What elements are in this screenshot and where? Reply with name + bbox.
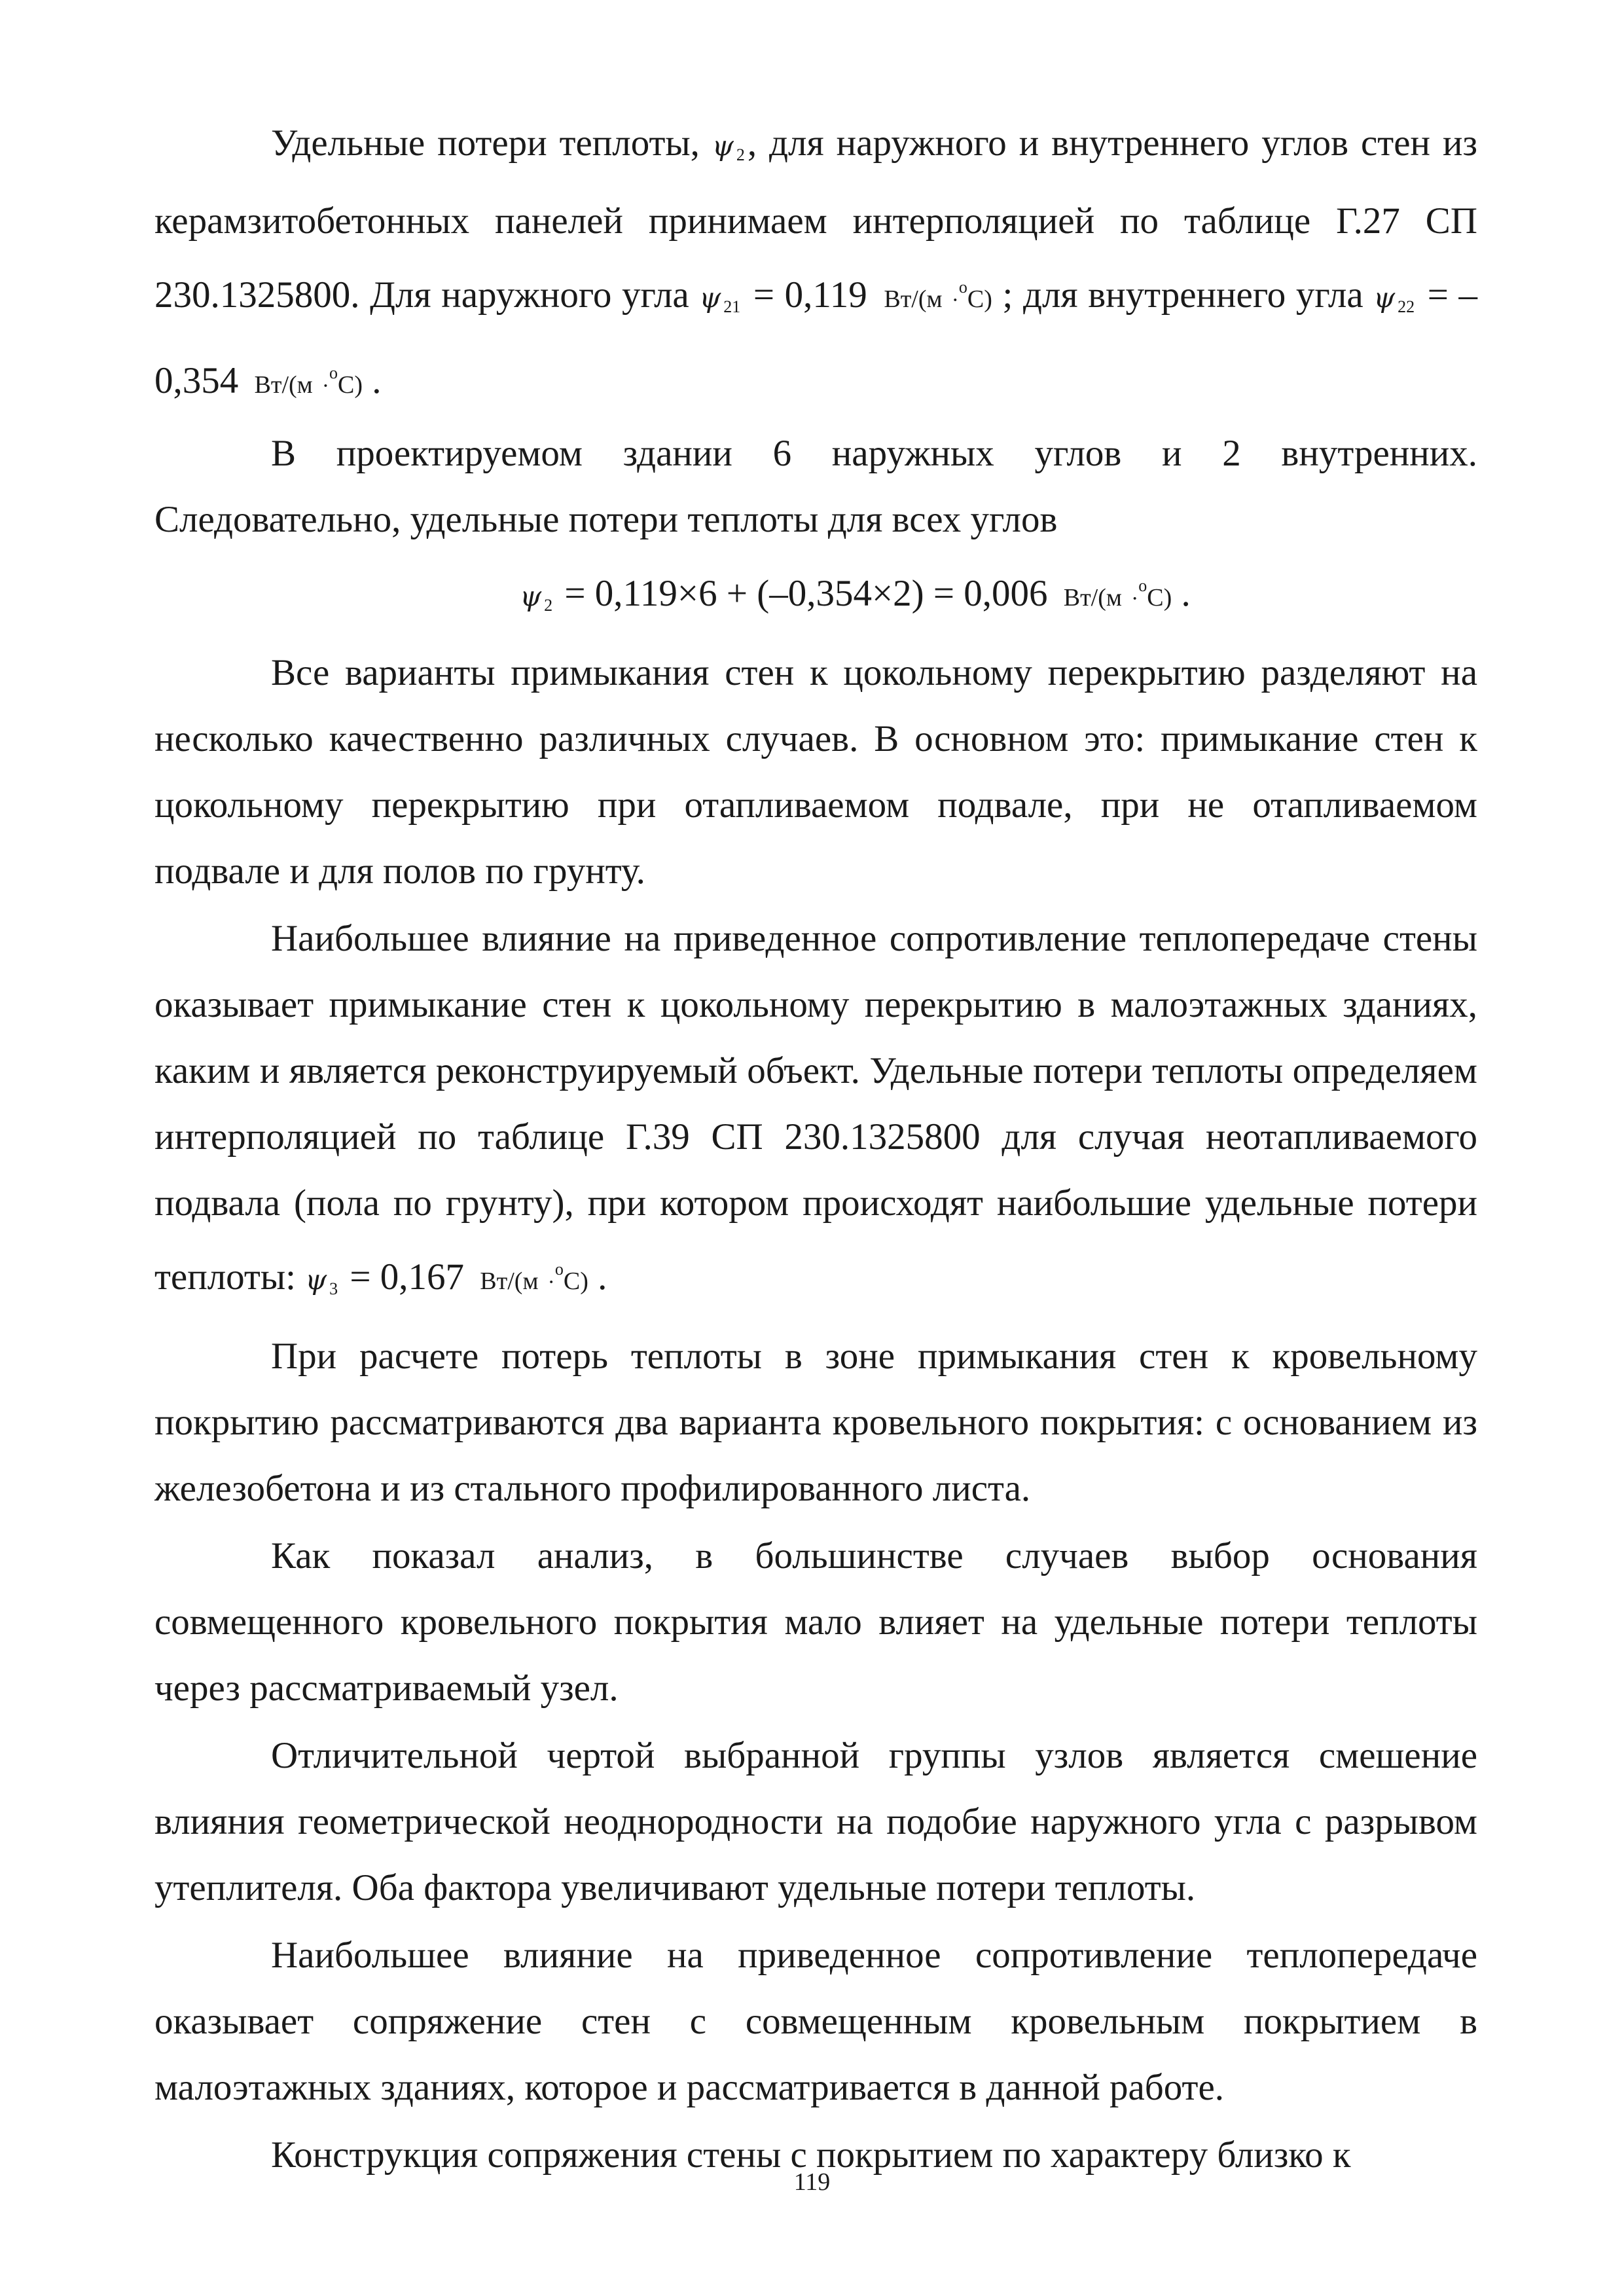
- formula-psi2: [154, 553, 1477, 638]
- formula-expression: = 0,119×6 + (–0,354×2) = 0,006: [555, 573, 1057, 614]
- paragraph-1: [154, 110, 1477, 419]
- paragraph-2: В проектируемом здании 6 наружных углов и 2 внутренних. Следовательно, удельные потери теплоты для всех углов: [154, 433, 1477, 540]
- unit-dot: ·: [321, 374, 330, 398]
- degree-sign: о: [329, 363, 338, 382]
- subscript: 3: [329, 1279, 338, 1298]
- degree-sign: о: [1138, 576, 1147, 595]
- paragraph-7: Отличительной чертой выбранной группы узлов является смешение влияния геометрической неоднородности на подобие наружного угла с разрывом утеплителя. Оба фактора увеличивают удельные потери теплоты.: [154, 1735, 1477, 1908]
- unit-text: С): [1147, 584, 1172, 611]
- unit-text: Вт/(м: [480, 1267, 539, 1295]
- equation-value: = 0,119: [743, 274, 878, 316]
- equation-value: = 0,167: [340, 1256, 474, 1298]
- body-text: [154, 110, 1477, 2188]
- unit: [1063, 576, 1172, 611]
- unit-text: Вт/(м: [884, 285, 943, 313]
- text-run: .: [1172, 573, 1191, 614]
- subscript: 2: [736, 145, 745, 164]
- text-run: Удельные потери теплоты,: [271, 122, 712, 164]
- paragraph-9: Конструкция сопряжения стены с покрытием по характеру близко к: [271, 2134, 1351, 2176]
- unit-text: Вт/(м: [254, 371, 313, 399]
- unit: [884, 278, 992, 313]
- unit-dot: ·: [1130, 587, 1139, 611]
- text-run: .: [588, 1256, 607, 1298]
- equation-value: = –0,354: [154, 274, 1478, 401]
- unit-text: С): [563, 1267, 588, 1295]
- unit: [254, 363, 363, 399]
- paragraph-5: При расчете потерь теплоты в зоне примыкания стен к кровельному покрытию рассматриваются два варианта кровельного покрытия: с основанием из железобетона и из стального профилированного листа.: [154, 1336, 1477, 1509]
- psi-symbol: ψ: [305, 1264, 327, 1296]
- unit-text: С): [967, 285, 992, 313]
- psi-symbol: ψ: [712, 130, 734, 162]
- paragraph-4: [154, 905, 1477, 1322]
- degree-sign: о: [958, 278, 967, 297]
- unit-dot: ·: [951, 288, 959, 312]
- unit-text: С): [338, 371, 363, 399]
- psi-symbol: ψ: [520, 580, 542, 612]
- subscript: 21: [723, 297, 741, 316]
- unit: [480, 1260, 588, 1295]
- paragraph-3: Все варианты примыкания стен к цокольному перекрытию разделяют на несколько качественно различных случаев. В основном это: примыкание стен к цокольному перекрытию при отапливаемом подвале, при не отапливаемом подвале и для полов по грунту.: [154, 652, 1477, 892]
- psi-symbol: ψ: [1373, 282, 1396, 314]
- unit-text: Вт/(м: [1063, 584, 1122, 611]
- paragraph-8: Наибольшее влияние на приведенное сопротивление теплопередаче оказывает сопряжение стен с совмещенным кровельным покрытием в малоэтажных зданиях, которое и рассматривается в данной работе.: [154, 1935, 1477, 2108]
- paragraph-6: Как показал анализ, в большинстве случаев выбор основания совмещенного кровельного покрытия мало влияет на удельные потери теплоты через рассматриваемый узел.: [154, 1535, 1477, 1709]
- psi-symbol: ψ: [699, 282, 721, 314]
- text-run: .: [363, 360, 382, 401]
- text-run: Наибольшее влияние на приведенное сопротивление теплопередаче стены оказывает примыкание стен к цокольному перекрытию в малоэтажных зданиях, каким и является реконструируемый объект. Удельные потери теплоты определяем интерполяцией по таблице Г.39 СП 230.1325800 для случая неотапливаемого подвала (пола по грунту), при котором происходят наибольшие удельные потери теплоты:: [154, 918, 1477, 1298]
- subscript: 22: [1398, 297, 1415, 316]
- unit-dot: ·: [547, 1270, 555, 1294]
- text-run: , для наружного и внутреннего углов стен из керамзитобетонных панелей принимаем интерполяцией по таблице Г.27 СП 230.1325800. Для наружного угла: [154, 122, 1477, 316]
- subscript: 2: [544, 596, 553, 615]
- text-run: ; для внутреннего угла: [992, 274, 1374, 316]
- degree-sign: о: [554, 1260, 564, 1279]
- page-number: 119: [793, 2168, 831, 2196]
